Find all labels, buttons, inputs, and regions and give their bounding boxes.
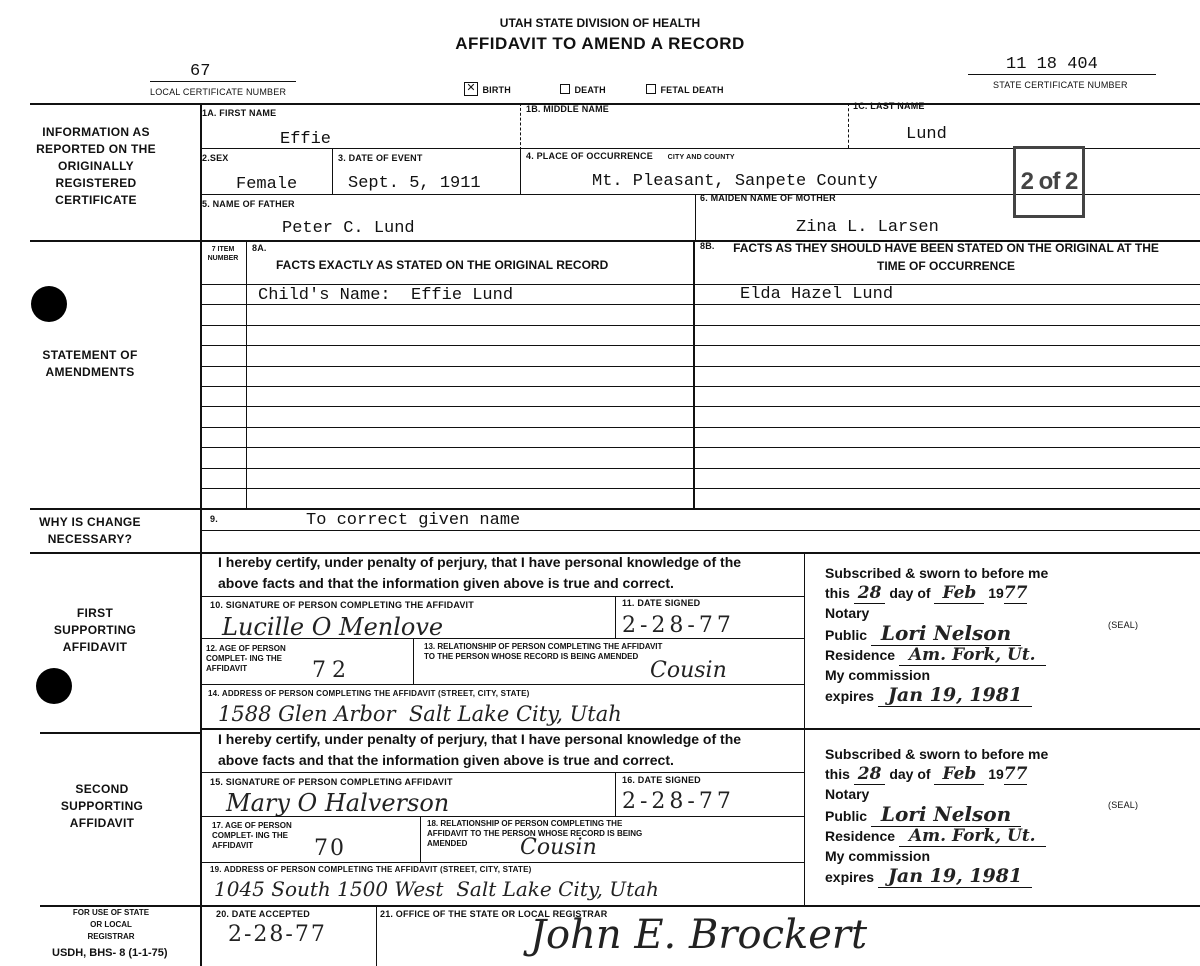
notary2-year[interactable]: 77 [1003, 764, 1028, 784]
place-label [526, 151, 735, 161]
amendment-rule-line [200, 406, 1200, 407]
notary2-sworn: Subscribed & sworn to before me [825, 746, 1049, 762]
amendment-rule-line [200, 427, 1200, 428]
addr2-label: 19. ADDRESS OF PERSON COMPLETING THE AFFIDAVIT (STREET, CITY, STATE) [210, 865, 532, 874]
sex-value[interactable]: Female [236, 175, 298, 194]
page-stamp: 2 of 2 [1013, 146, 1085, 218]
notary1-seal: (SEAL) [1108, 620, 1139, 630]
record-type-death[interactable] [560, 80, 606, 98]
notary1-month[interactable]: Feb [934, 583, 984, 604]
age2-label: 17. AGE OF PERSON COMPLET- ING THE AFFIDAVIT [212, 821, 292, 850]
registrar-signature[interactable]: John E. Brockert [530, 912, 868, 958]
notary2-this: this [825, 766, 850, 782]
section-label-info: INFORMATION AS REPORTED ON THE ORIGINALLY REGISTERED CERTIFICATE [36, 125, 156, 207]
rel1-label: 13. RELATIONSHIP OF PERSON COMPLETING THE AFFIDAVIT TO THE PERSON WHOSE RECORD IS BEING AMENDED [424, 642, 663, 661]
amendment-rule-line [200, 488, 1200, 489]
amendment-rule-line [200, 366, 1200, 367]
state-cert-label: STATE CERTIFICATE NUMBER [993, 80, 1128, 90]
sig2-label: 15. SIGNATURE OF PERSON COMPLETING AFFIDAVIT [210, 777, 453, 787]
notary1-public-line [825, 623, 1155, 645]
father-label: 5. NAME OF FATHER [202, 199, 295, 209]
amendment-rule-line [200, 345, 1200, 346]
record-type-death-label: DEATH [574, 85, 606, 95]
notary1-residence-line [825, 645, 1155, 665]
section-label-statement: STATEMENT OF AMENDMENTS [42, 348, 138, 379]
age2-value[interactable]: 70 [314, 836, 346, 861]
notary1-date-line [825, 583, 1155, 603]
date1-label: 11. DATE SIGNED [622, 598, 701, 608]
record-type-birth[interactable] [464, 80, 511, 98]
notary1-residence: Residence [825, 647, 896, 663]
notary2-block [825, 744, 1155, 887]
notary2-date-line [825, 764, 1155, 784]
sig2-value[interactable]: Mary O Halverson [226, 789, 450, 817]
addr1-value[interactable]: 1588 Glen Arbor Salt Lake City, Utah [218, 702, 622, 726]
state-cert-number: 11 18 404 [1006, 55, 1098, 74]
addr1-label: 14. ADDRESS OF PERSON COMPLETING THE AFFIDAVIT (STREET, CITY, STATE) [208, 689, 530, 698]
age1-value[interactable]: 72 [312, 658, 352, 683]
certify-statement-2: I hereby certify, under penalty of perjury, that I have personal knowledge of the above facts and that the information given above is true and correct. [218, 731, 742, 768]
punch-hole-bottom [36, 668, 72, 704]
certify-statement-1: I hereby certify, under penalty of perjury, that I have personal knowledge of the above facts and that the information given above is true and correct. [218, 554, 742, 591]
col-8b-number: 8B. [700, 241, 715, 251]
corrected-fact-value[interactable]: Elda Hazel Lund [740, 285, 894, 304]
notary1-commission: My commission [825, 667, 931, 683]
notary2-residence: Residence [825, 828, 896, 844]
notary1-expires: expires [825, 688, 875, 704]
notary1-sworn: Subscribed & sworn to before me [825, 565, 1049, 581]
notary2-seal: (SEAL) [1108, 800, 1139, 810]
middle-name-label: 1B. MIDDLE NAME [526, 104, 610, 114]
notary1-public-name[interactable]: Lori Nelson [871, 621, 1021, 646]
notary1-public: Public [825, 627, 868, 643]
notary2-expires-line [825, 866, 1155, 887]
notary2-dayof: day of [889, 766, 931, 782]
section-label-first-affidavit: FIRST SUPPORTING AFFIDAVIT [53, 606, 137, 654]
notary2-notary: Notary [825, 786, 870, 802]
checkbox-death[interactable] [560, 84, 570, 94]
mother-label: 6. MAIDEN NAME OF MOTHER [700, 193, 836, 203]
local-cert-label: LOCAL CERTIFICATE NUMBER [150, 87, 287, 97]
section-label-second-affidavit: SECOND SUPPORTING AFFIDAVIT [60, 782, 144, 830]
amendment-rule-line [200, 325, 1200, 326]
section-label-why: WHY IS CHANGE NECESSARY? [39, 515, 141, 546]
date-of-event-value[interactable]: Sept. 5, 1911 [348, 174, 481, 193]
notary1-expires-line [825, 685, 1155, 706]
item-number-label: 7 ITEM NUMBER [207, 246, 239, 262]
registrar-office-label: 21. OFFICE OF THE STATE OR LOCAL REGISTRAR [380, 909, 608, 919]
rel2-label: 18. RELATIONSHIP OF PERSON COMPLETING THE AFFIDAVIT TO THE PERSON WHOSE RECORD IS BEING AMENDED [427, 819, 643, 848]
notary1-expires-value[interactable]: Jan 19, 1981 [878, 684, 1032, 707]
notary1-residence-value[interactable]: Am. Fork, Ut. [899, 645, 1046, 666]
notary2-expires: expires [825, 869, 875, 885]
amendment-rule-line [200, 386, 1200, 387]
notary2-month[interactable]: Feb [934, 764, 984, 785]
last-name-value[interactable]: Lund [906, 125, 947, 144]
notary1-dayof: day of [889, 585, 931, 601]
notary1-year[interactable]: 77 [1003, 583, 1028, 603]
notary2-residence-value[interactable]: Am. Fork, Ut. [899, 826, 1046, 847]
last-name-label: 1C. LAST NAME [853, 101, 925, 111]
sig1-value[interactable]: Lucille O Menlove [222, 613, 444, 641]
place-label-text: 4. PLACE OF OCCURRENCE [526, 151, 653, 161]
date2-label: 16. DATE SIGNED [622, 775, 701, 785]
notary1-year-prefix: 19 [988, 585, 1004, 601]
form-title: AFFIDAVIT TO AMEND A RECORD [455, 34, 745, 53]
rel1-value[interactable]: Cousin [650, 658, 727, 683]
checkbox-birth[interactable]: ✕ [464, 82, 478, 96]
notary2-commission: My commission [825, 848, 931, 864]
first-name-value[interactable]: Effie [280, 130, 332, 149]
notary2-day[interactable]: 28 [854, 764, 886, 785]
notary2-residence-line [825, 826, 1155, 846]
col-8b-header: FACTS AS THEY SHOULD HAVE BEEN STATED ON THE ORIGINAL AT THE TIME OF OCCURRENCE [733, 241, 1159, 273]
date-of-event-label: 3. DATE OF EVENT [338, 153, 423, 163]
notary2-public: Public [825, 808, 868, 824]
date-accepted-label: 20. DATE ACCEPTED [216, 909, 310, 919]
notary1-block [825, 563, 1155, 706]
notary1-notary: Notary [825, 605, 870, 621]
age1-label: 12. AGE OF PERSON COMPLET- ING THE AFFIDAVIT [206, 644, 286, 673]
sig1-label: 10. SIGNATURE OF PERSON COMPLETING THE AFFIDAVIT [210, 600, 474, 610]
addr2-value[interactable]: 1045 South 1500 West Salt Lake City, Utah [214, 877, 659, 901]
col-8a-number: 8A. [252, 243, 267, 253]
record-type-birth-label: BIRTH [482, 85, 511, 95]
place-sublabel: CITY AND COUNTY [667, 154, 735, 161]
father-value[interactable]: Peter C. Lund [282, 219, 415, 238]
notary2-year-prefix: 19 [988, 766, 1004, 782]
notary2-public-line [825, 804, 1155, 826]
section-label-registrar: FOR USE OF STATE OR LOCAL REGISTRAR [72, 908, 150, 941]
place-value[interactable]: Mt. Pleasant, Sanpete County [592, 172, 878, 191]
sex-label: 2.SEX [202, 153, 229, 163]
notary2-expires-value[interactable]: Jan 19, 1981 [878, 865, 1032, 888]
agency-name: UTAH STATE DIVISION OF HEALTH [499, 16, 701, 30]
notary1-this: this [825, 585, 850, 601]
record-type-fetal-death[interactable] [646, 80, 724, 98]
rel2-value[interactable]: Cousin [520, 835, 597, 860]
reason-value[interactable]: To correct given name [306, 511, 521, 530]
notary2-public-name[interactable]: Lori Nelson [871, 802, 1021, 827]
amendment-rule-line [200, 468, 1200, 469]
date-accepted-value[interactable]: 2-28-77 [228, 922, 327, 947]
record-type-fetal-death-label: FETAL DEATH [660, 85, 724, 95]
first-name-label: 1A. FIRST NAME [202, 108, 277, 118]
notary1-day[interactable]: 28 [854, 583, 886, 604]
original-fact-value[interactable]: Child's Name: Effie Lund [258, 286, 514, 305]
date2-value[interactable]: 2-28-77 [622, 789, 735, 814]
reason-number: 9. [210, 514, 218, 524]
form-id: USDH, BHS- 8 (1-1-75) [52, 947, 168, 959]
amendment-rule-line [200, 447, 1200, 448]
punch-hole-top [31, 286, 67, 322]
col-8a-header: FACTS EXACTLY AS STATED ON THE ORIGINAL RECORD [276, 258, 609, 272]
date1-value[interactable]: 2-28-77 [622, 613, 735, 638]
local-cert-number: 67 [190, 62, 211, 81]
mother-value[interactable]: Zina L. Larsen [796, 218, 939, 237]
checkbox-fetal-death[interactable] [646, 84, 656, 94]
